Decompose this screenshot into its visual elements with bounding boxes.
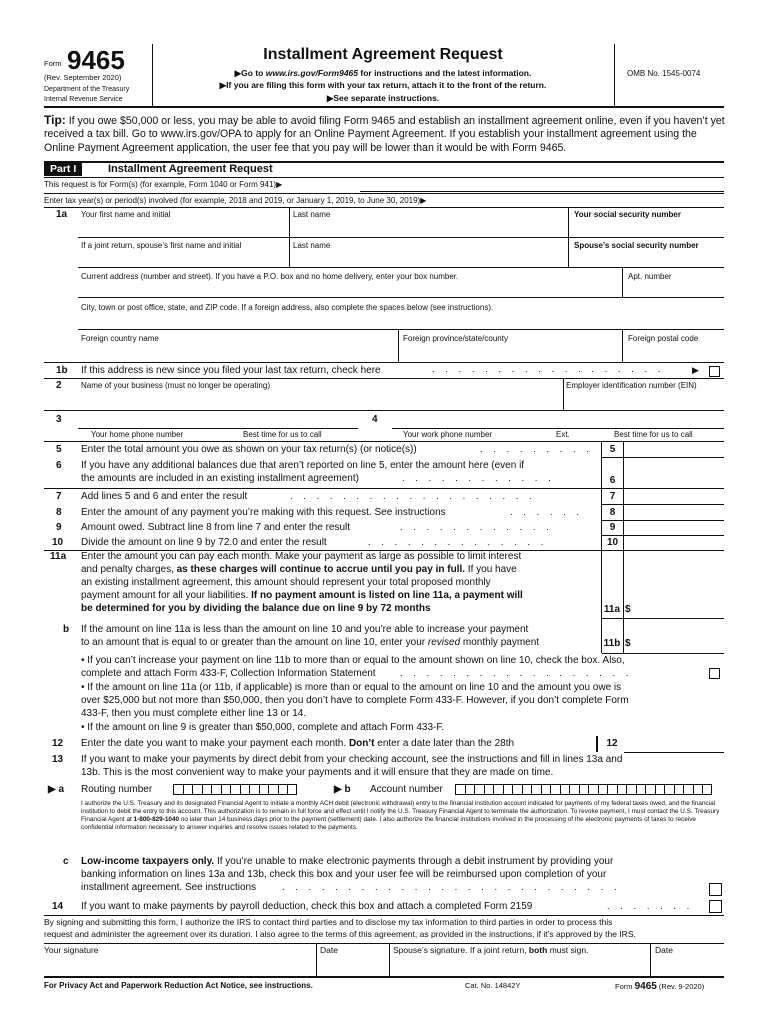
line-9-box-label: 9 xyxy=(609,522,616,533)
line-9-text: Amount owed. Subtract line 8 from line 7 and enter the result xyxy=(81,522,351,533)
line-1b-number: 1b xyxy=(56,365,68,376)
line-3-number: 3 xyxy=(56,414,62,425)
work-phone-field[interactable] xyxy=(392,428,724,429)
line-2-number: 2 xyxy=(56,380,62,391)
line-10-text: Divide the amount on line 9 by 72.0 and enter the result xyxy=(81,537,327,548)
line-6-box-label: 6 xyxy=(609,475,616,486)
header-divider-right xyxy=(614,44,615,106)
home-phone-label: Your home phone number xyxy=(91,430,184,439)
line-11a-dollar: $ xyxy=(625,604,631,615)
rule xyxy=(398,329,399,362)
line-5-number: 5 xyxy=(56,444,62,455)
header-instructions-line3: ▶See separate instructions. xyxy=(326,93,440,103)
agency: Internal Revenue Service xyxy=(44,96,123,103)
line-13-text1: If you want to make your payments by direct debit from your checking account, see the instructions and fill in lines 13a and xyxy=(81,754,623,765)
header-instructions-line1: ▶Go to www.irs.gov/Form9465 for instructions and the latest information. xyxy=(234,68,532,78)
rule xyxy=(44,488,724,489)
dots: . . . . . . . . . . . . . . . . . . . xyxy=(290,491,536,502)
ssn-label: Your social security number xyxy=(574,210,681,219)
omb-number: OMB No. 1545-0074 xyxy=(627,69,701,78)
city-state-zip-label: City, town or post office, state, and ZIP code. If a foreign address, also complete the spaces below (see instructions). xyxy=(81,303,494,312)
line-13c-text1: Low-income taxpayers only. If you’re unable to make electronic payments through a debit instrument by providing your xyxy=(81,856,614,867)
request-forms-field[interactable] xyxy=(360,191,724,192)
line-11b-text2: to an amount that is equal to or greater than the amount on line 10, enter your revised monthly payment xyxy=(81,637,540,648)
spouse-ssn-label: Spouse’s social security number xyxy=(574,241,699,250)
line-11b-bullet2c: 433-F, then you must complete either line 13 or 14. xyxy=(81,708,307,719)
line-12-text: Enter the date you want to make your payment each month. Don’t enter a date later than the 28th xyxy=(81,738,515,749)
line-11a-text2: and penalty charges, as these charges will continue to accrue until you pay in full. If you have xyxy=(81,564,517,575)
spouse-last-name-label: Last name xyxy=(293,241,331,250)
first-name-label: Your first name and initial xyxy=(81,210,171,219)
line-1b-text: If this address is new since you filed your last tax return, check here xyxy=(81,365,381,376)
line-12-box-label: 12 xyxy=(606,738,618,749)
signing-statement-line1: By signing and submitting this form, I authorize the IRS to contact third parties and to disclose my tax information to third parties in order to process this xyxy=(44,917,613,927)
line-7-amount-field[interactable] xyxy=(602,504,724,505)
line-11b-bullet1b: complete and attach Form 433-F, Collection Information Statement xyxy=(81,668,376,679)
line-1b-checkbox[interactable] xyxy=(709,366,720,377)
line-11a-box-label: 11a xyxy=(603,604,621,615)
request-forms-label: This request is for Form(s) (for example, Form 1040 or Form 941)▶ xyxy=(44,180,283,189)
form-title: Installment Agreement Request xyxy=(263,46,503,63)
ext-label: Ext. xyxy=(556,430,570,439)
line-9-number: 9 xyxy=(56,522,62,533)
dots: . . . . . . xyxy=(510,507,584,518)
dots: . . . . . . . . . . . . . . . . . . . . . . . . . . xyxy=(282,882,621,893)
line-1a-number: 1a xyxy=(56,209,68,220)
line-11b-bullet1a: • If you can’t increase your payment on line 11b to more than or equal to the amount shown on line 10, check the box. Also, xyxy=(81,655,625,666)
line-10-number: 10 xyxy=(52,537,64,548)
rule xyxy=(44,193,724,194)
date-label-1: Date xyxy=(320,945,338,955)
line-7-box-label: 7 xyxy=(609,491,616,502)
rule xyxy=(78,267,724,268)
date-label-2: Date xyxy=(655,945,673,955)
rule xyxy=(44,915,724,916)
ein-label: Employer identification number (EIN) xyxy=(566,381,697,390)
rule xyxy=(44,976,724,978)
line-5-box-label: 5 xyxy=(609,444,616,455)
ach-authorization-text: I authorize the U.S. Treasury and its designated Financial Agent to initiate a monthly ACH debit (electronic withdrawal) entry to the financial institution account indicated for payments of my federal taxes owed, and the financial institution to debit the entry to this account. This authorization is to remain in full force and effect until I notify the U.S. Treasury Financial Agent to terminate the authorization. To revoke payment, I must contact the U.S. Treasury Financial Agent at 1-800-829-1040 no later than 14 business days prior to the payment (settlement) date. I also authorize the financial institutions involved in the processing of the electronic payments of taxes to receive confidential information necessary to answer inquiries and resolve issues related to the payments. xyxy=(81,800,720,831)
spouse-signature-label: Spouse’s signature. If a joint return, both must sign. xyxy=(393,945,589,955)
line-11b-bullet3: • If the amount on line 9 is greater than $50,000, complete and attach Form 433-F. xyxy=(81,722,445,733)
rule xyxy=(44,378,724,379)
rule xyxy=(650,943,651,976)
line-13-text2: 13b. This is the most convenient way to make your payments and it will ensure that they are made on time. xyxy=(81,767,554,778)
privacy-notice: For Privacy Act and Paperwork Reduction Act Notice, see instructions. xyxy=(44,981,313,990)
part1-title: Installment Agreement Request xyxy=(108,163,273,175)
foreign-province-label: Foreign province/state/county xyxy=(403,334,508,343)
your-signature-label: Your signature xyxy=(44,945,99,955)
line-6-number: 6 xyxy=(56,460,62,471)
line-10-box-label: 10 xyxy=(606,537,619,548)
rule xyxy=(596,736,598,752)
form-word: Form xyxy=(44,59,62,68)
line-8-text: Enter the amount of any payment you’re making with this request. See instructions xyxy=(81,507,446,518)
apt-number-label: Apt. number xyxy=(628,272,672,281)
foreign-country-label: Foreign country name xyxy=(81,334,159,343)
dots: . . . . . . . . . xyxy=(480,444,593,455)
dots: . . . . . . . . . . . . xyxy=(400,522,553,533)
line-13-number: 13 xyxy=(52,754,64,765)
account-number-field[interactable] xyxy=(455,784,712,795)
line-8-amount-field[interactable] xyxy=(602,520,724,521)
rule xyxy=(316,943,317,976)
line-13a-label: ▶ a xyxy=(48,784,65,795)
line-11a-text1: Enter the amount you can pay each month. Make your payment as large as possible to limit interest xyxy=(81,551,522,562)
rule xyxy=(78,297,724,298)
dots: . . . . . . . . . . . . . . xyxy=(368,537,548,548)
rule xyxy=(78,237,724,238)
line-11b-amount-field[interactable] xyxy=(602,653,724,654)
account-number-label: Account number xyxy=(370,784,443,795)
rule xyxy=(622,329,623,362)
line-9-amount-field[interactable] xyxy=(602,535,724,536)
low-income-checkbox[interactable] xyxy=(709,883,722,896)
header-instructions-line2: ▶If you are filing this form with your tax return, attach it to the front of the return. xyxy=(219,80,547,90)
rule xyxy=(622,267,623,297)
payroll-deduction-checkbox[interactable] xyxy=(709,900,722,913)
line-11a-amount-field[interactable] xyxy=(602,618,724,619)
spouse-first-name-label: If a joint return, spouse’s first name and initial xyxy=(81,241,242,250)
line-11a-text5: be determined for you by dividing the balance due on line 9 by 72 months xyxy=(81,603,431,614)
line-11b-number: b xyxy=(63,624,70,635)
line-11b-bullet2b: over $25,000 but not more than $50,000, then you don’t have to complete Form 433-F. However, if you don’t complete Form xyxy=(81,695,629,706)
rule xyxy=(44,410,724,411)
line-11b-box-label: 11b xyxy=(603,638,621,649)
home-phone-field[interactable] xyxy=(78,428,358,429)
line-13c-number: c xyxy=(63,856,69,867)
line-5-amount-field[interactable] xyxy=(602,457,724,458)
dots: . . . . . . . . . . . . xyxy=(402,473,555,484)
foreign-postal-label: Foreign postal code xyxy=(628,334,699,343)
work-best-time-label: Best time for us to call xyxy=(614,430,693,439)
rule xyxy=(78,329,724,330)
line-11b-bullet2a: • If the amount on line 11a (or 11b, if applicable) is more than or equal to the amount on line 10 and the amount you owe is xyxy=(81,682,622,693)
line-12-number: 12 xyxy=(52,738,64,749)
work-phone-label: Your work phone number xyxy=(403,430,493,439)
line-8-number: 8 xyxy=(56,507,62,518)
line-8-box-label: 8 xyxy=(609,507,616,518)
address-label: Current address (number and street). If you have a P.O. box and no home delivery, enter your box number. xyxy=(81,272,459,281)
line-11a-text4: payment amount for all your liabilities. If no payment amount is listed on line 11a, a payment will xyxy=(81,590,523,601)
tax-years-label: Enter tax year(s) or period(s) involved (for example, 2018 and 2019, or January 1, 2019, to June 30, 2019)▶ xyxy=(44,196,427,205)
line-7-text: Add lines 5 and 6 and enter the result xyxy=(81,491,248,502)
line-11b-dollar: $ xyxy=(625,638,631,649)
routing-number-label: Routing number xyxy=(81,784,153,795)
dots: . . . . . . . . . . . . . . . . . . xyxy=(432,364,665,375)
line-12-date-field[interactable] xyxy=(624,752,724,753)
irs-form-url: www.irs.gov/Form9465 xyxy=(265,68,359,78)
rule xyxy=(563,378,564,410)
line-14-text: If you want to make payments by payroll deduction, check this box and attach a completed Form 2159 xyxy=(81,901,533,912)
dots: . . . . . . . . . . . . . . . . . . xyxy=(400,668,633,679)
form-number: 9465 xyxy=(67,45,125,75)
line-11a-text3: an existing installment agreement, this amount should represent your total proposed monthly xyxy=(81,577,491,588)
last-name-label: Last name xyxy=(293,210,331,219)
revision-date: (Rev. September 2020) xyxy=(44,73,122,82)
signing-statement-line2: request and administer the agreement over its duration. I also agree to the terms of this agreement, as provided in the instructions, if it’s approved by the IRS. xyxy=(44,929,636,939)
rule xyxy=(389,943,390,976)
dots: . . . . . . . xyxy=(607,901,694,912)
line-14-number: 14 xyxy=(52,901,64,912)
rule xyxy=(623,441,624,653)
footer-form-id: Form 9465 (Rev. 9-2020) xyxy=(615,981,705,992)
line-7-number: 7 xyxy=(56,491,62,502)
catalog-number: Cat. No. 14842Y xyxy=(465,981,521,990)
department: Department of the Treasury xyxy=(44,86,130,93)
home-best-time-label: Best time for us to call xyxy=(243,430,322,439)
part1-rule-bottom xyxy=(44,177,724,178)
line-5-text: Enter the total amount you owe as shown on your tax return(s) (or notice(s)) xyxy=(81,444,417,455)
line-13c-text3: installment agreement. See instructions xyxy=(81,882,257,893)
line-4-number: 4 xyxy=(372,414,378,425)
line-13c-text2: banking information on lines 13a and 13b, check this box and your user fee will be reimbursed upon completion of your xyxy=(81,869,607,880)
header-rule xyxy=(44,106,724,108)
line-6-text1: If you have any additional balances due that aren’t reported on line 5, enter the amount here (even if xyxy=(81,460,525,471)
arrow: ▶ xyxy=(692,365,699,375)
rule xyxy=(44,441,724,442)
part1-tag: Part I xyxy=(44,162,82,176)
business-name-label: Name of your business (must no longer be operating) xyxy=(81,381,270,390)
form-433f-checkbox[interactable] xyxy=(709,668,720,679)
rule xyxy=(44,362,724,363)
rule xyxy=(44,207,724,208)
line-13b-label: ▶ b xyxy=(334,784,351,795)
line-11b-text1: If the amount on line 11a is less than the amount on line 10 and you’re able to increase your payment xyxy=(81,624,529,635)
routing-number-field[interactable] xyxy=(173,784,297,795)
line-6-text2: the amounts are included in an existing installment agreement) xyxy=(81,473,359,484)
rule xyxy=(44,943,724,944)
line-11a-number: 11a xyxy=(50,551,67,562)
tip-paragraph: Tip: If you owe $50,000 or less, you may be able to avoid filing Form 9465 and establish an installment agreement online, even if you haven’t yet received a tax bill. Go to www.irs.gov/OPA to apply for an Online Payment Agreement. If you establish your installment agreement using the Online Payment Agreement application, the user fee that you pay will be lower than it would be with Form 9465. xyxy=(44,113,725,154)
